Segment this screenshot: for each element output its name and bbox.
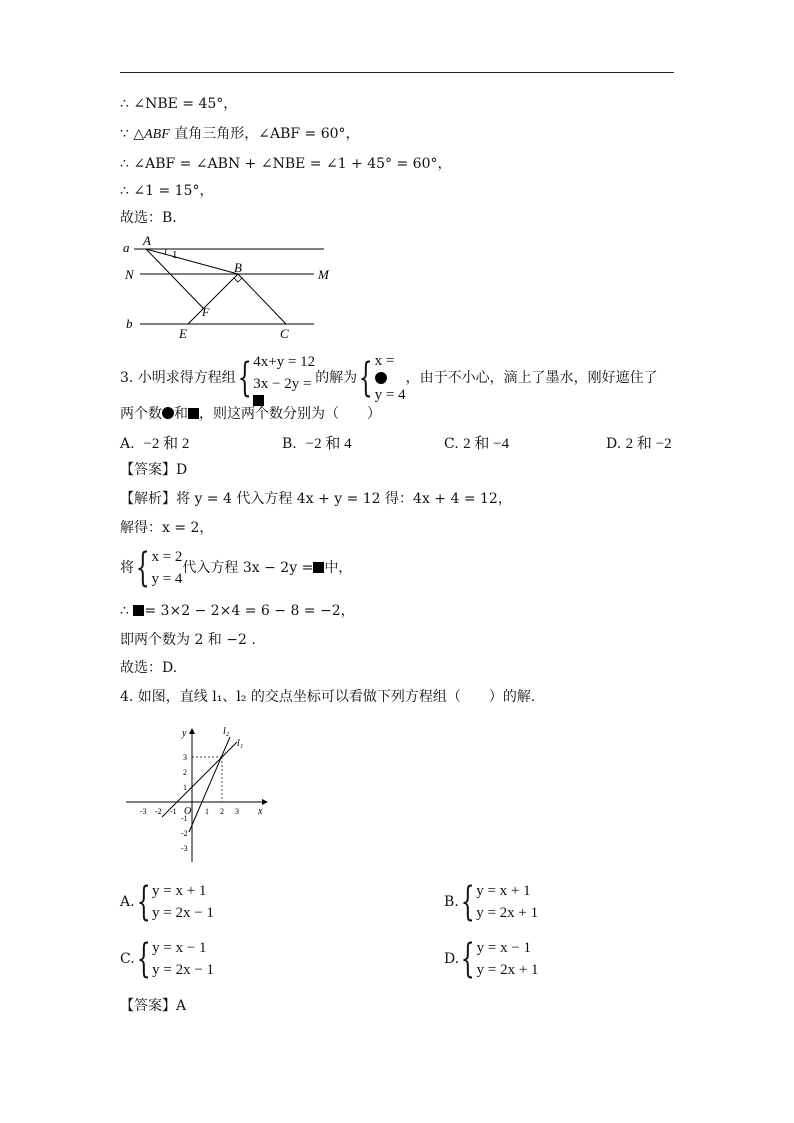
q4-option-b-label: B. [444,894,459,910]
segment-be [188,274,238,324]
q4-option-d-brace: { [460,936,475,982]
brace-1: { [237,355,252,401]
q3-option-a-text: −2 和 2 [143,436,190,452]
y-tick-1: 1 [183,783,187,792]
x-tick-3: 3 [235,807,239,816]
proof-line-4 [120,181,213,201]
proof-line-2-b: ABF [144,127,170,142]
q3-option-c-text: 2 和 −4 [463,436,510,452]
q4-option-c-system [152,937,214,981]
question-4 [120,687,535,707]
brace-3: { [135,545,150,591]
q4-answer [120,996,186,1016]
q3-analysis-4-b: = 3×2 − 2×4 = 6 − 8 = −2， [144,603,355,619]
q4-option-d-system [477,937,539,981]
q3-analysis-2 [120,518,213,538]
proof-line-3 [120,154,452,174]
y-tick-3: 3 [183,753,187,762]
question-3 [120,350,658,406]
q3-option-c[interactable] [444,432,509,453]
q3-option-b[interactable] [282,432,352,453]
sys1-eq2 [253,373,315,406]
sys3-eq1: x = 2 [151,549,183,565]
q3-option-c-label: C. [444,436,459,452]
proof-line-2-c: 直角三角形， [169,126,259,142]
question-3-line-2 [120,404,381,424]
question-3-number: 3. [120,370,134,386]
y-tick-m1: -1 [181,814,188,823]
y-axis-arrow [189,728,195,734]
label-E: E [179,326,187,341]
q3-analysis-5-text: 即两个数为 2 和 −2 . [120,632,256,648]
sys2-eq1-text: x = [374,353,395,369]
label-M: M [318,267,329,282]
x-axis-label: x [258,806,263,817]
ink-square-icon [188,408,199,419]
q3-line2-c: ，则这两个数分别为（ ） [199,406,381,422]
q4-option-b-brace: { [460,879,475,925]
q4-option-a-brace: { [136,879,151,925]
proof-line-1-text: ∴ ∠NBE = 45°， [120,96,238,112]
coordinate-graph [122,724,270,866]
label-N: N [125,267,134,282]
header-rule [120,72,674,73]
label-A: A [143,234,151,248]
q3-analysis-5 [120,630,256,650]
q3-line2-a: 两个数 [120,406,162,422]
ink-dot-icon [162,407,174,419]
q4-option-d[interactable] [444,937,539,981]
q3-option-d-text: 2 和 −2 [625,436,672,452]
q4-option-b-eq1: y = x + 1 [476,883,531,899]
geometry-figure [118,234,338,344]
l2-label: l₂ [223,726,230,737]
segment-ab [146,249,238,274]
line-l1 [162,742,237,817]
q3-option-d[interactable] [606,432,672,453]
sys2-eq2: y = 4 [374,387,406,403]
question-3-text-2: 的解为 [315,370,358,386]
question-4-text: 4. 如图，直线 l₁、l₂ 的交点坐标可以看做下列方程组（ ）的解. [120,689,536,705]
q3-analysis-3 [120,546,352,590]
ink-square-icon [133,605,144,616]
x-axis-arrow [262,799,268,805]
x-tick-1: 1 [205,807,209,816]
proof-line-4-text: ∴ ∠1 = 15°， [120,183,214,199]
q3-analysis-6-text: 故选：D. [120,660,178,676]
label-B: B [234,260,242,275]
question-3-text-3: ，由于不小心，滴上了墨水，刚好遮住了 [405,370,658,386]
right-angle-mark [234,278,242,282]
proof-line-2 [120,124,360,145]
question-3-text-1: 小明求得方程组 [137,370,236,386]
x-tick-m2: -2 [155,807,162,816]
sys3-eq2: y = 4 [151,571,183,587]
equation-system-2 [375,350,406,406]
label-1: 1 [172,249,178,261]
q3-analysis-1 [120,489,512,509]
q4-option-b[interactable] [444,880,538,924]
label-C: C [280,326,289,341]
q4-option-c-brace: { [136,936,151,982]
label-b: b [126,316,133,331]
proof-line-5-text: 故选：B. [120,210,177,226]
proof-line-3-text: ∴ ∠ABF = ∠ABN + ∠NBE = ∠1 + 45° = 60°， [120,156,452,172]
x-tick-2: 2 [220,807,224,816]
q4-option-c-eq2: y = 2x − 1 [152,962,215,978]
q3-answer [120,460,187,480]
q4-option-d-eq2: y = 2x + 1 [476,962,539,978]
label-a: a [123,240,130,255]
ink-square-icon [313,562,324,573]
q3-option-a-label: A. [120,436,135,452]
q3-option-d-label: D. [606,436,622,452]
q4-option-d-eq1: y = x − 1 [476,940,532,956]
sys1-eq1: 4x+y = 12 [253,353,316,370]
q3-line2-b: 和 [174,406,188,422]
q4-option-a-system [152,880,214,924]
q4-option-c-label: C. [120,951,135,967]
q3-option-b-text: −2 和 4 [305,436,352,452]
q4-option-a-label: A. [120,894,135,910]
sys2-eq1 [375,350,406,384]
q3-analysis-3-c: 中， [324,560,353,576]
proof-line-1 [120,94,237,114]
q4-option-c-eq1: y = x − 1 [152,940,207,956]
label-F: F [202,305,210,319]
q3-analysis-4 [120,601,355,621]
q4-answer-text: 【答案】A [120,998,187,1014]
origin-label: O [184,806,192,817]
q3-option-b-label: B. [282,436,297,452]
q3-analysis-3-a: 将 [120,560,134,576]
equation-system-3 [151,546,182,590]
q4-option-a-eq2: y = 2x − 1 [152,905,214,921]
q3-option-a[interactable] [120,432,189,453]
q4-option-a[interactable] [120,880,214,924]
q4-option-d-label: D. [444,951,460,967]
q4-option-c[interactable] [120,937,214,981]
q3-analysis-1-text: 【解析】将 y = 4 代入方程 4x + y = 12 得：4x + 4 = 12， [120,491,512,507]
proof-line-2-d: ∠ABF = 60°， [258,126,360,142]
y-axis-label: y [182,728,187,739]
ink-dot-icon [375,372,387,384]
brace-2: { [358,355,373,401]
l1-label: l₁ [237,738,244,749]
y-tick-m3: -3 [181,844,188,853]
q4-option-a-eq1: y = x + 1 [152,883,207,899]
proof-line-2-a: ∵ △ [120,126,145,142]
q3-answer-text: 【答案】D [120,462,188,478]
q3-analysis-6 [120,658,177,678]
q3-analysis-4-a: ∴ [120,603,129,619]
segment-bc [238,274,286,324]
y-tick-m2: -2 [181,829,188,838]
x-tick-m1: -1 [170,807,177,816]
sys1-eq2-text: 3x − 2y = [253,375,312,392]
x-tick-m3: -3 [140,807,147,816]
q4-option-b-system [476,880,538,924]
q3-analysis-2-text: 解得：x = 2， [120,520,214,536]
equation-system-1 [253,351,315,406]
proof-line-5 [120,208,177,228]
q4-option-b-eq2: y = 2x + 1 [476,905,539,921]
y-tick-2: 2 [183,768,187,777]
q3-analysis-3-b: 代入方程 3x − 2y = [182,560,314,576]
